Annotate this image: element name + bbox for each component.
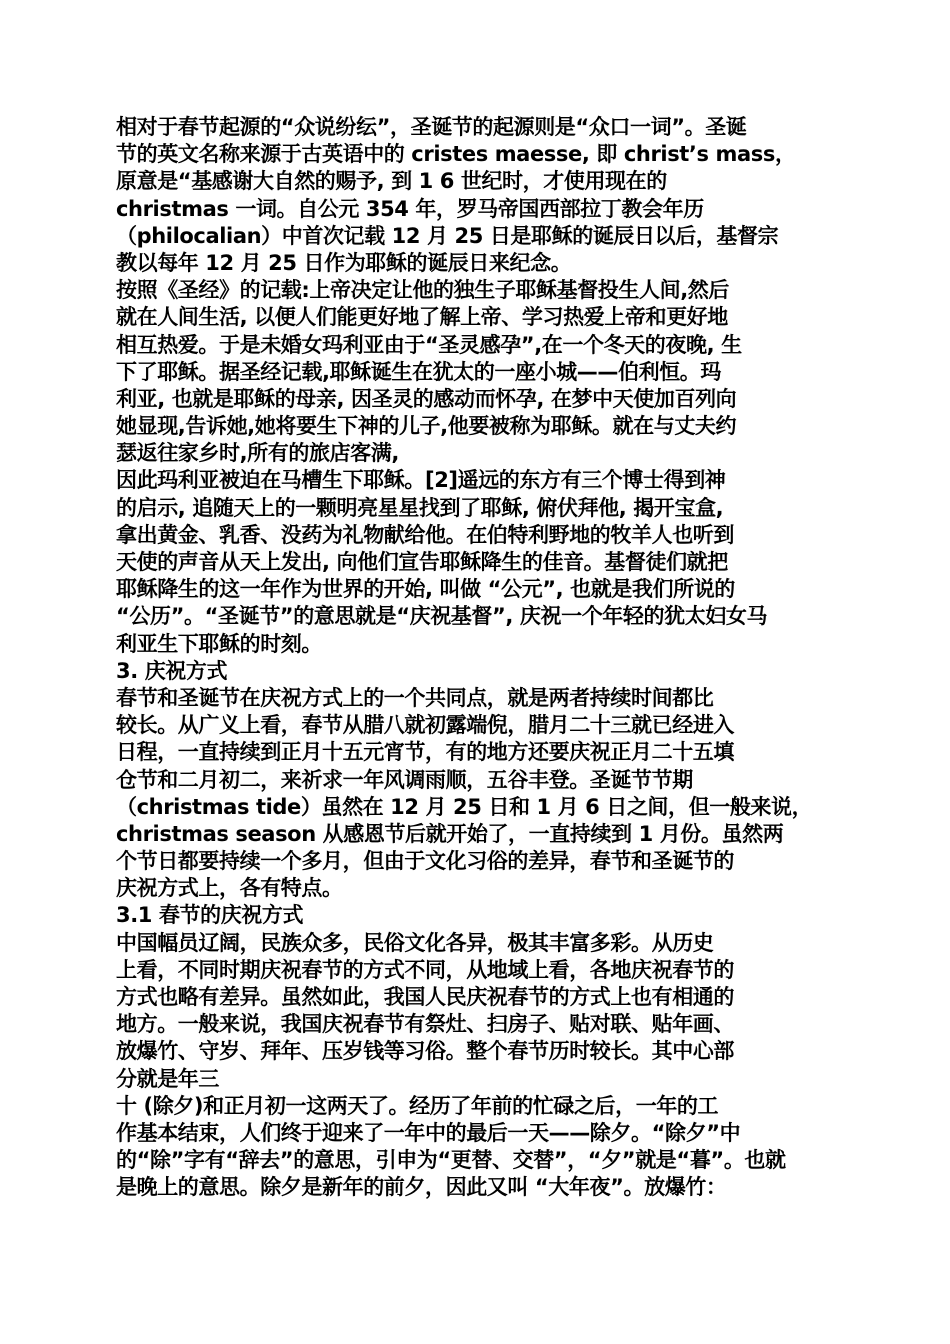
text-line: 是晚上的意思。除夕是新年的前夕，因此又叫 “大年夜”。放爆竹： xyxy=(116,1175,727,1200)
text-line: 瑟返往家乡时,所有的旅店客满, xyxy=(116,441,399,466)
text-line: 放爆竹、守岁、拜年、压岁钱等习俗。整个春节历时较长。其中心部 xyxy=(116,1039,734,1064)
text-line: christmas 一词。自公元 354 年，罗马帝国西部拉丁教会年历 xyxy=(116,196,704,221)
text-line: 日程，一直持续到正月十五元宵节，有的地方还要庆祝正月二十五填 xyxy=(116,740,734,765)
text-line: 中国幅员辽阔，民族众多，民俗文化各异，极其丰富多彩。从历史 xyxy=(116,930,714,955)
text-line: 相对于春节起源的“众说纷纭”，圣诞节的起源则是“众口一词”。圣诞 xyxy=(116,115,747,139)
text-line: 教以每年 12 月 25 日作为耶稣的诞辰日来纪念。 xyxy=(116,250,572,275)
text-line: 利亚生下耶稣的时刻。 xyxy=(116,631,322,656)
section-heading: 3. 庆祝方式 xyxy=(116,658,228,683)
text-line: 原意是“基感谢大自然的赐予, 到 1 6 世纪时，才使用现在的 xyxy=(116,169,667,194)
text-line: 利亚, 也就是耶稣的母亲, 因圣灵的感动而怀孕, 在梦中天使加百列向 xyxy=(116,386,737,411)
text-line: 相互热爱。于是未婚女玛利亚由于“圣灵感孕”,在一个冬天的夜晚, 生 xyxy=(116,332,742,357)
text-line: 因此玛利亚被迫在马槽生下耶稣。[2]遥远的东方有三个博士得到神 xyxy=(116,468,726,493)
text-line: 的启示, 追随天上的一颗明亮星星找到了耶稣, 俯伏拜他, 揭开宝盒, xyxy=(116,495,724,520)
text-line: 庆祝方式上，各有特点。 xyxy=(116,876,343,901)
text-line: 耶稣降生的这一年作为世界的开始, 叫做 “公元”, 也就是我们所说的 xyxy=(116,577,735,602)
text-line: 个节日都要持续一个多月，但由于文化习俗的差异，春节和圣诞节的 xyxy=(116,849,734,874)
text-line: 下了耶稣。据圣经记载,耶稣诞生在犹太的一座小城——伯利恒。玛 xyxy=(116,359,721,384)
text-line: 拿出黄金、乳香、没药为礼物献给他。在伯特利野地的牧羊人也听到 xyxy=(116,522,734,547)
text-line: 仓节和二月初二，来祈求一年风调雨顺，五谷丰登。圣诞节节期 xyxy=(116,767,693,792)
text-line: （philocalian）中首次记载 12 月 25 日是耶稣的诞辰日以后，基督宗 xyxy=(116,223,779,248)
text-line: 节的英文名称来源于古英语中的 cristes maesse, 即 christ’s mass， xyxy=(116,142,796,167)
text-line: 较长。从广义上看，春节从腊八就初露端倪，腊月二十三就已经进入 xyxy=(116,713,734,738)
text-line: 作基本结束，人们终于迎来了一年中的最后一天——除夕。“除夕”中 xyxy=(116,1120,741,1145)
text-line: 的“除”字有“辞去”的意思，引申为“更替、交替”，“夕”就是“暮”。也就 xyxy=(116,1148,786,1173)
text-line: 就在人间生活, 以便人们能更好地了解上帝、学习热爱上帝和更好地 xyxy=(116,305,728,330)
text-line: 十 (除夕)和正月初一这两天了。经历了年前的忙碌之后，一年的工 xyxy=(116,1093,719,1118)
text-line: 方式也略有差异。虽然如此，我国人民庆祝春节的方式上也有相通的 xyxy=(116,985,734,1009)
text-line: 按照《圣经》的记载:上帝决定让他的独生子耶稣基督投生人间,然后 xyxy=(116,278,729,303)
text-line: “公历”。“圣诞节”的意思就是“庆祝基督”, 庆祝一个年轻的犹太妇女马 xyxy=(116,604,768,629)
text-line: 分就是年三 xyxy=(116,1066,219,1091)
text-line: 她显现,告诉她,她将要生下神的儿子,他要被称为耶稣。就在与丈夫约 xyxy=(116,414,737,439)
document-body xyxy=(116,114,846,1202)
text-line: 上看，不同时期庆祝春节的方式不同，从地域上看，各地庆祝春节的 xyxy=(116,957,734,982)
text-line: 天使的声音从天上发出, 向他们宣告耶稣降生的佳音。基督徒们就把 xyxy=(116,550,728,574)
subsection-heading: 3.1 春节的庆祝方式 xyxy=(116,903,304,928)
text-line: christmas season 从感恩节后就开始了，一直持续到 1 月份。虽然两 xyxy=(116,821,784,846)
text-line: （christmas tide）虽然在 12 月 25 日和 1 月 6 日之间，但一般来说， xyxy=(116,794,813,819)
text-line: 春节和圣诞节在庆祝方式上的一个共同点，就是两者持续时间都比 xyxy=(116,685,714,710)
text-line: 地方。一般来说，我国庆祝春节有祭灶、扫房子、贴对联、贴年画、 xyxy=(116,1012,734,1037)
